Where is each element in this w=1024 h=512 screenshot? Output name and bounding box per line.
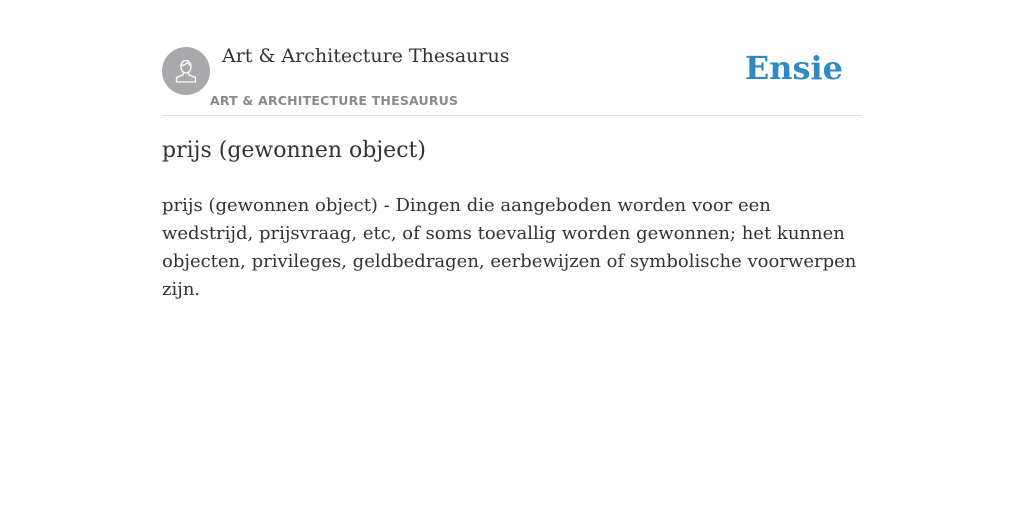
page-title: prijs (gewonnen object) xyxy=(162,138,426,163)
ensie-logo[interactable]: Ensie xyxy=(744,49,843,87)
article-header xyxy=(162,40,862,116)
user-icon xyxy=(171,56,201,86)
author-name[interactable]: Art & Architecture Thesaurus xyxy=(222,45,510,67)
author-category[interactable]: ART & ARCHITECTURE THESAURUS xyxy=(210,93,459,108)
author-avatar[interactable] xyxy=(162,47,210,95)
definition-text: prijs (gewonnen object) - Dingen die aangeboden worden voor een wedstrijd, prijsvraag, etc, of soms toevallig worden gewonnen; het kunnen objecten, privileges, geldbedragen, eerbewijzen of symbolische voorwerpen zijn. xyxy=(162,195,857,300)
